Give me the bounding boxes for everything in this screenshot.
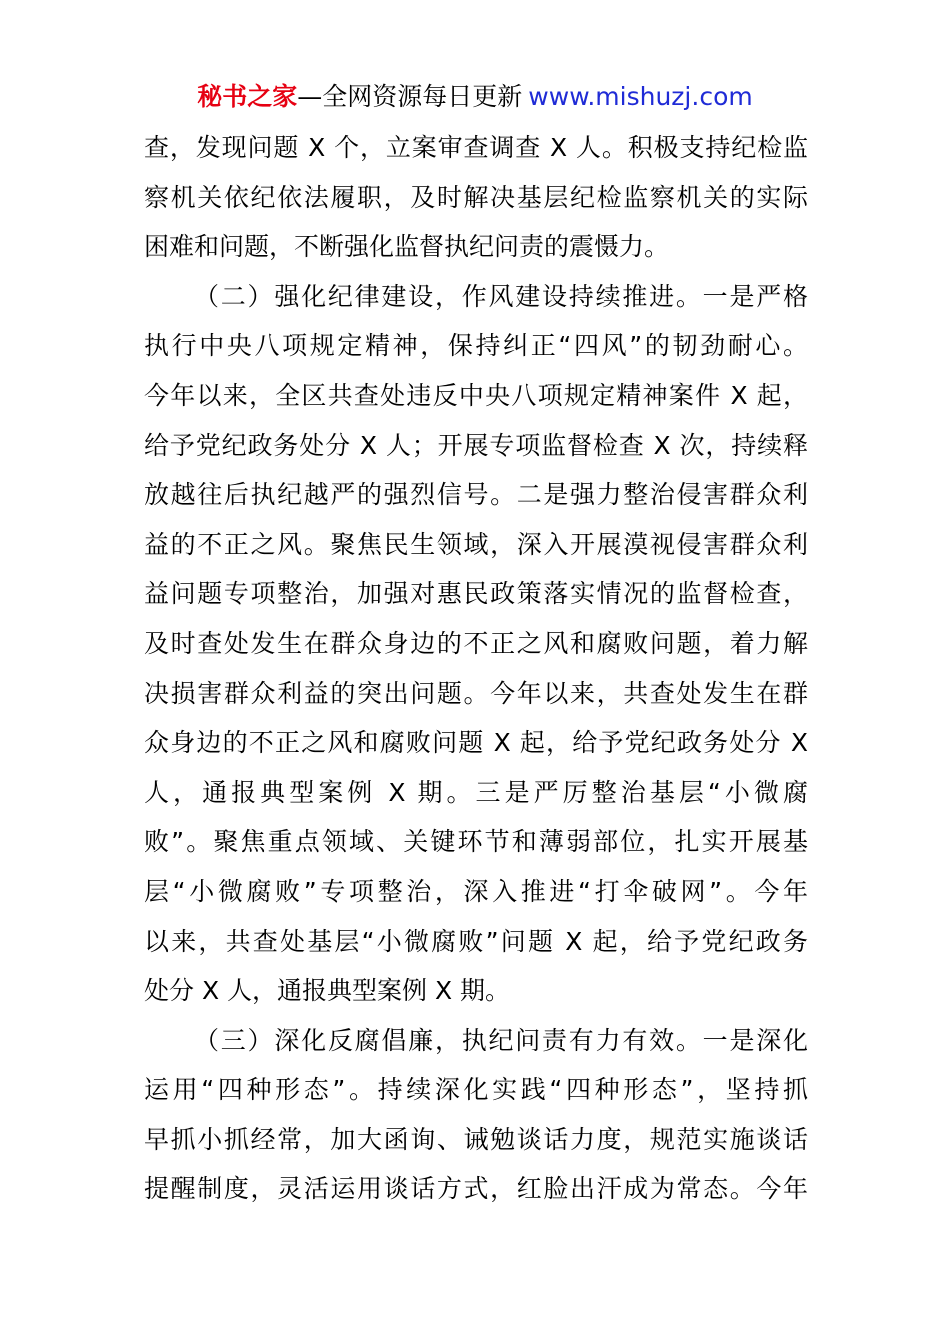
text-line: 察机关依纪依法履职，及时解决基层纪检监察机关的实际 [144,182,808,212]
text-line: 查，发现问题 X 个，立案审查调查 X 人。积极支持纪检监 [144,133,808,162]
text-line: 层“小微腐败”专项整治，深入推进“打伞破网”。今年 [144,876,808,906]
text-line: 以来，共查处基层“小微腐败”问题 X 起，给予党纪政务 [144,926,808,956]
text-line: 处分 X 人，通报典型案例 X 期。 [144,976,511,1006]
document-body [144,123,808,1214]
site-brand: 秘书之家 [197,82,298,111]
page-header [0,80,950,114]
text-line: 运用“四种形态”。持续深化实践“四种形态”，坚持抓 [144,1075,808,1105]
text-line: 决损害群众利益的突出问题。今年以来，共查处发生在群 [144,678,808,708]
text-line: 人，通报典型案例 X 期。三是严厉整治基层“小微腐 [144,777,808,807]
site-slogan: —全网资源每日更新 [297,82,523,111]
text-line: 及时查处发生在群众身边的不正之风和腐败问题，着力解 [144,628,808,658]
text-line: 放越往后执纪越严的强烈信号。二是强力整治侵害群众利 [144,480,808,510]
text-line: （三）深化反腐倡廉，执纪问责有力有效。一是深化 [194,1025,808,1055]
text-line: 今年以来，全区共查处违反中央八项规定精神案件 X 起， [144,380,808,410]
text-line: 执行中央八项规定精神，保持纠正“四风”的韧劲耐心。 [144,331,808,361]
text-line: （二）强化纪律建设，作风建设持续推进。一是严格 [194,281,808,311]
text-line: 益的不正之风。聚焦民生领域，深入开展漠视侵害群众利 [144,529,808,559]
text-line: 提醒制度，灵活运用谈话方式，红脸出汗成为常态。今年 [144,1174,808,1204]
text-line: 败”。聚焦重点领域、关键环节和薄弱部位，扎实开展基 [144,827,808,857]
text-line: 困难和问题，不断强化监督执纪问责的震慑力。 [144,232,670,262]
text-line: 众身边的不正之风和腐败问题 X 起，给予党纪政务处分 X [144,728,808,758]
text-line: 益问题专项整治，加强对惠民政策落实情况的监督检查， [144,579,808,609]
text-line: 早抓小抓经常，加大函询、诫勉谈话力度，规范实施谈话 [144,1124,808,1154]
text-line: 给予党纪政务处分 X 人；开展专项监督检查 X 次，持续释 [144,430,808,460]
site-url-link[interactable]: www.mishuzj.com [528,82,753,111]
